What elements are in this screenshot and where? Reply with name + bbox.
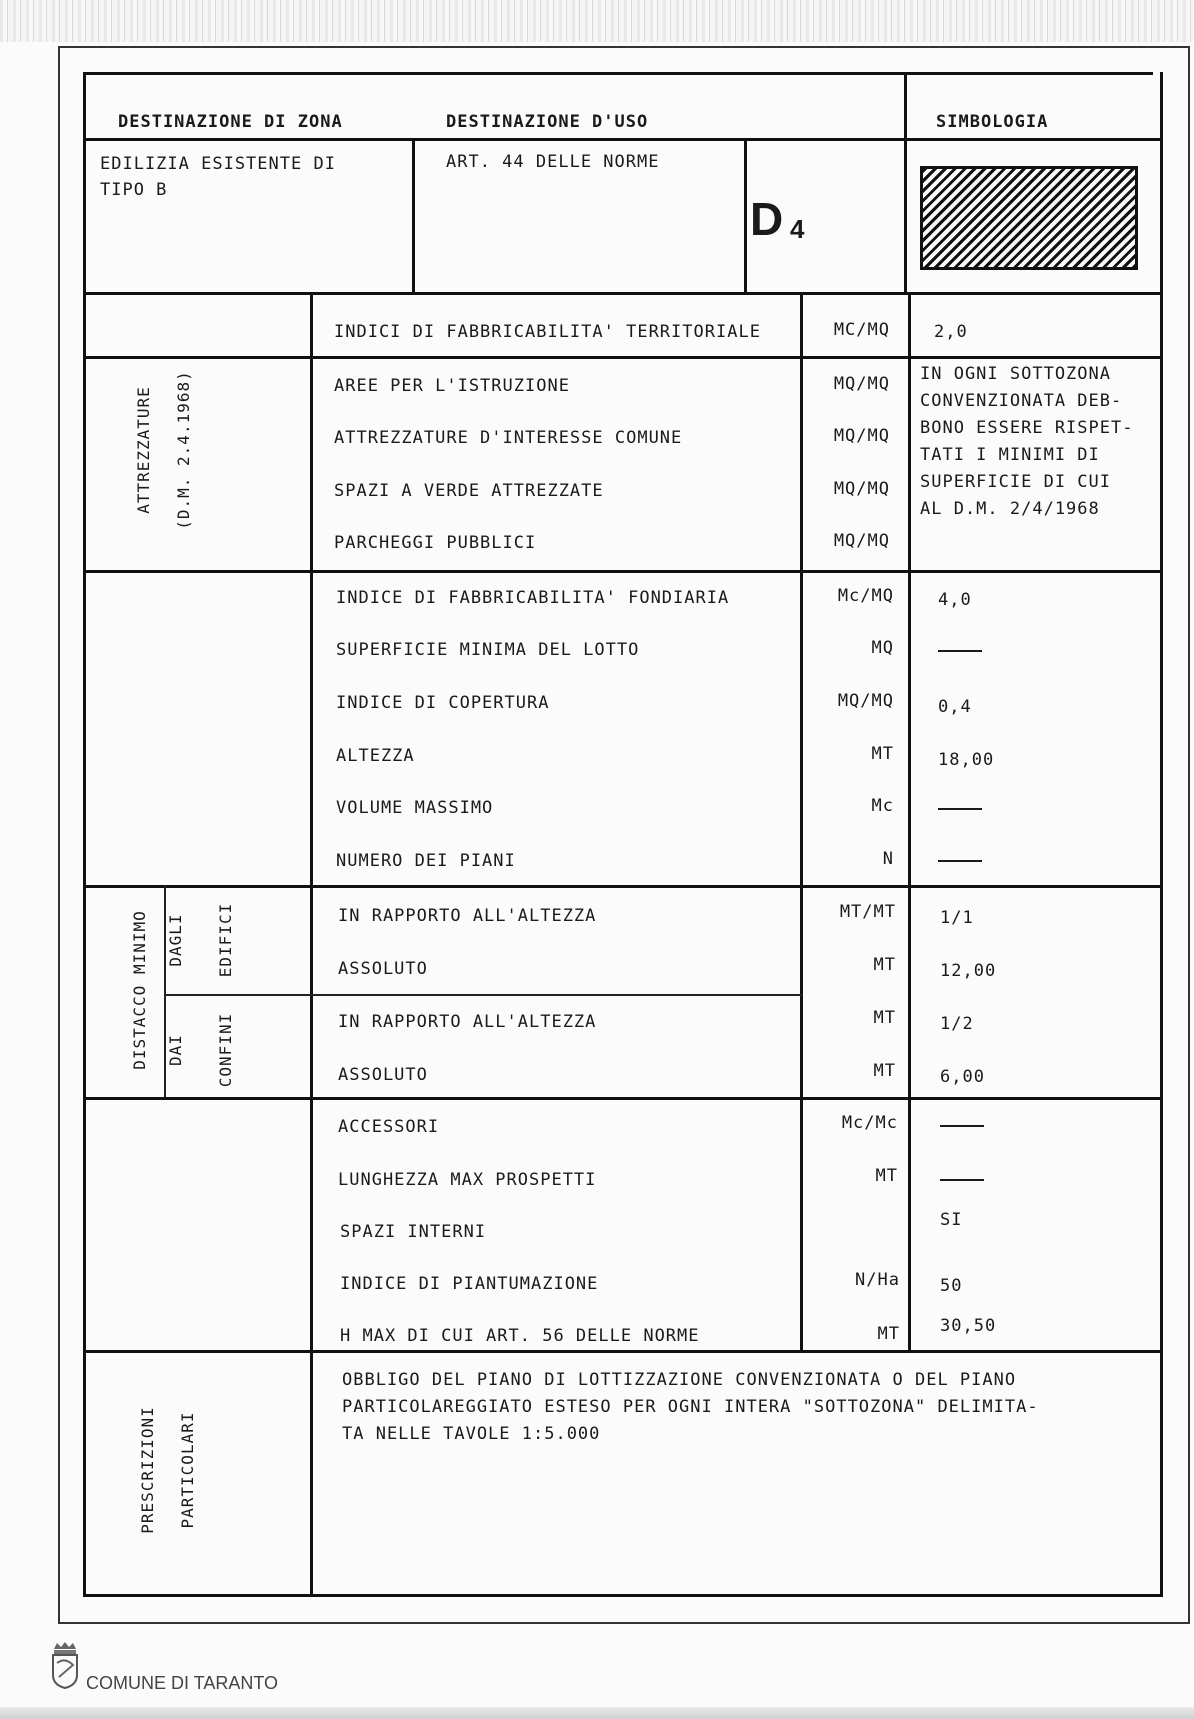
attrezzature-note-line: TATI I MINIMI DI [920,445,1100,465]
prescrizioni-text-line: PARTICOLAREGGIATO ESTESO PER OGNI INTERA "SOTTOZONA" DELIMITA- [342,1397,1039,1417]
distacco-side-title: DISTACCO MINIMO [130,910,149,1070]
fondiaria-row-unit: MT [871,744,894,764]
altri-row-unit: MT [875,1166,898,1186]
attrezzature-note-line: IN OGNI SOTTOZONA [920,364,1111,384]
attrezzature-row-label: AREE PER L'ISTRUZIONE [334,376,570,396]
fondiaria-row-value: 0,4 [938,697,972,717]
header-symbol-label: SIMBOLOGIA [936,112,1049,132]
attrezzature-row-unit: MQ/MQ [833,531,890,551]
zone-description-line2: TIPO B [100,180,168,200]
fondiaria-row-value-dash [938,808,982,810]
distacco-row-value: 1/2 [940,1014,974,1034]
distacco-row-label: ASSOLUTO [338,959,428,979]
fondiaria-row-unit: MQ [871,638,894,658]
prescrizioni-side-a: PRESCRIZIONI [138,1406,157,1534]
fondiaria-row-unit: N [882,849,894,869]
zone-code-letter: D [750,193,784,245]
distacco-row-unit: MT [873,1061,896,1081]
attrezzature-row-label: SPAZI A VERDE ATTREZZATE [334,481,604,501]
altri-row-label: ACCESSORI [338,1117,440,1137]
attrezzature-side-subtitle: (D.M. 2.4.1968) [174,370,193,530]
altri-row-value: 30,50 [940,1316,997,1336]
hatched-zone-symbol [920,166,1138,270]
altri-row-value: 50 [940,1276,963,1296]
fondiaria-row-value-dash [938,650,982,652]
attrezzature-note-line: BONO ESSERE RISPET- [920,418,1134,438]
altri-row-label: INDICE DI PIANTUMAZIONE [340,1274,599,1294]
fondiaria-row-label: VOLUME MASSIMO [336,798,494,818]
attrezzature-row-unit: MQ/MQ [833,374,890,394]
distacco-row-value: 12,00 [940,961,997,981]
attrezzature-row-label: ATTREZZATURE D'INTERESSE COMUNE [334,428,683,448]
territorial-index-unit: MC/MQ [833,320,890,340]
altri-row-label: SPAZI INTERNI [340,1222,487,1242]
zone-description-line1: EDILIZIA ESISTENTE DI [100,154,336,174]
altri-row-label: H MAX DI CUI ART. 56 DELLE NORME [340,1326,700,1346]
distacco-row-unit: MT [873,1008,896,1028]
attrezzature-note-line: CONVENZIONATA DEB- [920,391,1123,411]
fondiaria-row-label: INDICE DI FABBRICABILITA' FONDIARIA [336,588,730,608]
distacco-row-unit: MT/MT [839,902,896,922]
distacco-row-label: ASSOLUTO [338,1065,428,1085]
distacco-confini-b: CONFINI [216,1012,235,1088]
distacco-row-label: IN RAPPORTO ALL'ALTEZZA [338,906,597,926]
prescrizioni-side-b: PARTICOLARI [178,1411,197,1529]
attrezzature-note-line: SUPERFICIE DI CUI [920,472,1111,492]
taranto-crest-icon [50,1641,80,1689]
distacco-edifici-a: DAGLI [166,913,185,967]
zone-article: ART. 44 DELLE NORME [446,152,660,172]
scan-noise-top [0,0,1194,42]
fondiaria-row-value: 4,0 [938,590,972,610]
attrezzature-row-label: PARCHEGGI PUBBLICI [334,533,537,553]
municipality-footer: COMUNE DI TARANTO [86,1673,279,1693]
altri-row-unit: N/Ha [855,1270,900,1290]
territorial-index-label: INDICI DI FABBRICABILITA' TERRITORIALE [334,322,761,342]
altri-row-label: LUNGHEZZA MAX PROSPETTI [338,1170,597,1190]
altri-row-unit: Mc/Mc [841,1113,898,1133]
attrezzature-row-unit: MQ/MQ [833,426,890,446]
fondiaria-row-label: INDICE DI COPERTURA [336,693,550,713]
attrezzature-row-unit: MQ/MQ [833,479,890,499]
fondiaria-row-label: ALTEZZA [336,746,415,766]
attrezzature-note-line: AL D.M. 2/4/1968 [920,499,1100,519]
fondiaria-row-unit: MQ/MQ [837,691,894,711]
distacco-row-value: 1/1 [940,908,974,928]
territorial-index-value: 2,0 [934,322,968,342]
zone-code-number: 4 [790,214,805,244]
distacco-edifici-b: EDIFICI [216,902,235,978]
fondiaria-row-unit: Mc/MQ [837,586,894,606]
fondiaria-row-label: SUPERFICIE MINIMA DEL LOTTO [336,640,640,660]
distacco-row-unit: MT [873,955,896,975]
distacco-confini-a: DAI [166,1034,185,1066]
prescrizioni-text-line: OBBLIGO DEL PIANO DI LOTTIZZAZIONE CONVENZIONATA O DEL PIANO [342,1370,1017,1390]
fondiaria-row-label: NUMERO DEI PIANI [336,851,516,871]
altri-row-unit: MT [877,1324,900,1344]
altri-row-value: SI [940,1210,963,1230]
altri-row-value-dash [940,1179,984,1181]
fondiaria-row-value: 18,00 [938,750,995,770]
distacco-row-value: 6,00 [940,1067,985,1087]
header-use-label: DESTINAZIONE D'USO [446,112,649,132]
prescrizioni-text-line: TA NELLE TAVOLE 1:5.000 [342,1424,601,1444]
distacco-row-label: IN RAPPORTO ALL'ALTEZZA [338,1012,597,1032]
fondiaria-row-unit: Mc [871,796,894,816]
fondiaria-row-value-dash [938,860,982,862]
header-zone-label: DESTINAZIONE DI ZONA [118,112,343,132]
attrezzature-side-title: ATTREZZATURE [134,386,153,514]
altri-row-value-dash [940,1125,984,1127]
scan-noise-bottom [0,1707,1194,1719]
